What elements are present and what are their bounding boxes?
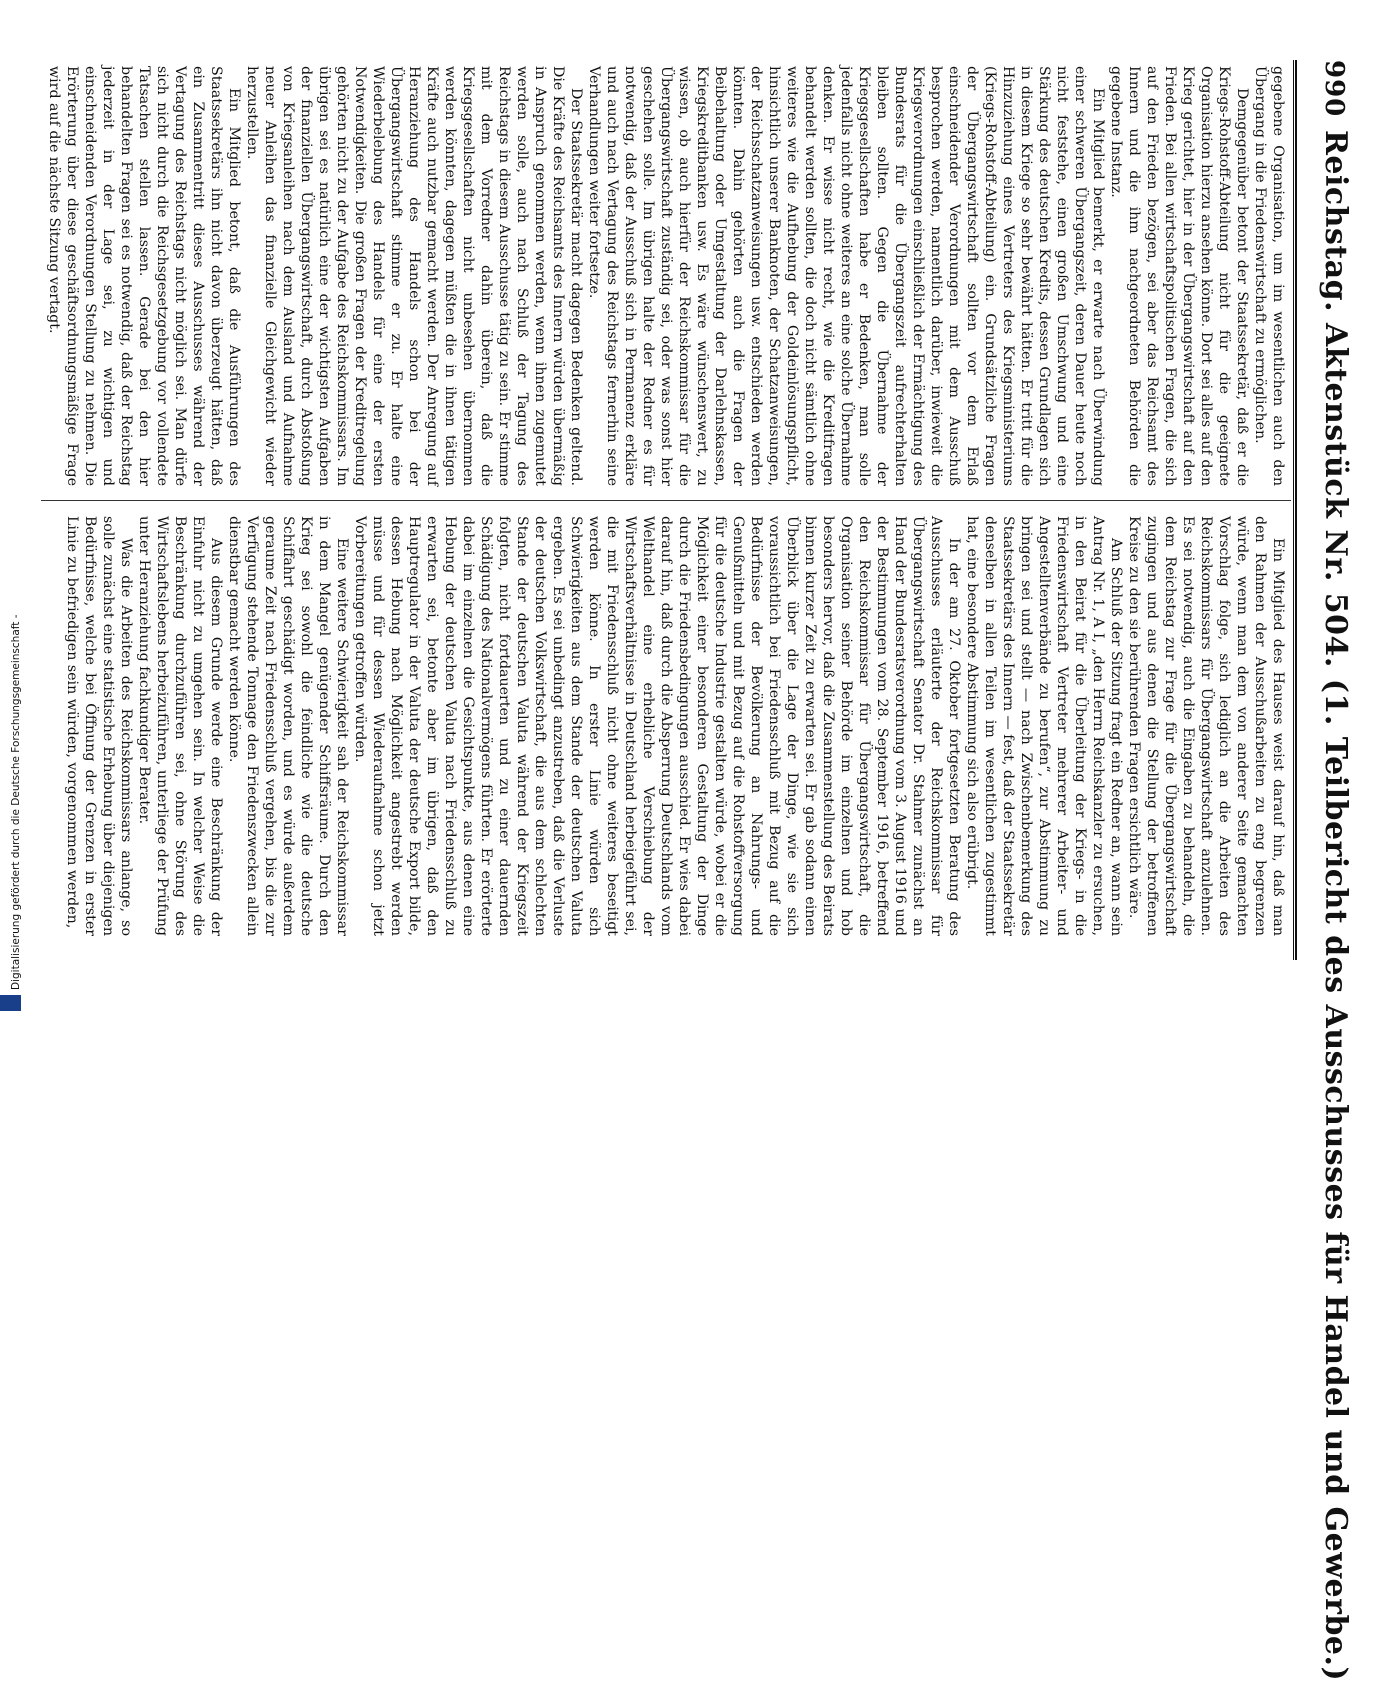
page-header xyxy=(1299,60,1355,1681)
page-number: 990 xyxy=(1319,60,1349,118)
paragraph: Der Staatssekretär macht dagegen Bedenken geltend. Die Kräfte des Reichsamts des Innern würden übermäßig in Anspruch genommen werden, wenn ihnen zugemutet werden solle, auch nach Schluß der Tagung des Reichstags in diesem Ausschusse tätig zu sein. Er stimme mit dem Vorredner dahin überein, daß die Kriegsgesellschaften nicht unbesehen übernommen werden könnten, dagegen müßten die in ihnen tätigen Kräfte auch nutzbar gemacht werden. Der Anregung auf Heranziehung des Handels schon bei der Übergangswirtschaft stimme er zu. Er halte eine Wiederbelebung des Handels für eine der ersten Notwendigkeiten. Die großen Fragen der Kreditregelung gehörten nicht zu der Aufgabe des Reichskommissars. Im übrigen sei es natürlich eine der wichtigsten Aufgaben der finanziellen Übergangswirtschaft, durch Abstoßung von Kriegsanleihen nach dem Ausland und Aufnahme neuer Anleihen das finanzielle Gleichgewicht wieder herzustellen. xyxy=(244,66,584,486)
paragraph: Aus diesem Grunde werde eine Beschränkung der Einfuhr nicht zu umgehen sein. In welcher Weise die Beschränkung durchzuführen sei, ohne Störung des Wirtschaftslebens herbeizuführen, unterliege der Prüfung unter Heranziehung fachkundiger Berater. xyxy=(136,516,224,936)
dfg-logo xyxy=(0,995,21,1011)
paragraph: Ein Mitglied betont, daß die Ausführungen des Staatssekretärs ihn nicht davon überzeugt hätten, daß ein Zusammentritt dieses Ausschusses während der Vertagung des Reichstags nicht möglich sei. Man dürfe sich nicht durch die Reichsgesetzgebung vor vollendete Tatsachen stellen lassen. Gerade bei den hier behandelten Fragen sei es notwendig, daß der Reichstag jederzeit in der Lage sei, zu wichtigen und einschneidenden Verordnungen Stellung zu nehmen. Die Erörterung über diese geschäftsordnungsmäßige Frage wird auf die nächste Sitzung vertagt. xyxy=(46,66,242,486)
paragraph: gegebene Organisation, um im wesentlichen auch den Übergang in die Friedenswirtschaft zu ermöglichen. xyxy=(1252,66,1286,486)
page-title: Reichstag. Aktenstück Nr. 504. (1. Teilbericht des Ausschusses für Handel und Gewerbe.) xyxy=(1318,130,1353,1681)
paragraph: In der am 27. Oktober fortgesetzten Beratung des Ausschusses erläuterte der Reichskommissar für Übergangswirtschaft Senator Dr. Stahmer zunächst an Hand der Bundesratsverordnung vom 3. August 1916 und der Bestimmungen vom 28. September 1916, betreffend den Reichskommissar für Übergangswirtschaft, die Organisation seiner Behörde im einzelnen und hob besonders hervor, daß die Zusammenstellung des Beirats binnen kurzer Zeit zu erwarten sei. Er gab sodann einen Überblick über die Lage der Dinge, wie sie sich voraussichtlich bei Friedensschluß mit Bezug auf die Bedürfnisse der Bevölkerung an Nahrungs- und Genußmitteln und mit Bezug auf die Rohstoffversorgung für die deutsche Industrie gestalten würde, wobei er die Möglichkeit einer besonderen Gestaltung der Dinge durch die Friedensbedingungen ausschied. Er wies dabei darauf hin, daß durch die Absperrung Deutschlands vom Welthandel eine erhebliche Verschiebung der Wirtschaftsverhältnisse in Deutschland herbeigeführt sei, die mit Friedensschluß nicht ohne weiteres beseitigt werden könne. In erster Linie würden sich Schwierigkeiten aus dem Stande der deutschen Valuta ergeben. Es sei unbedingt anzustreben, daß die Verluste der deutschen Volkswirtschaft, die aus dem schlechten Stande der deutschen Valuta während der Kriegszeit folgten, nicht fortdauerten und zu einer dauernden Schädigung des Nationalvermögens führten. Er erörterte dabei im einzelnen die Gesichtspunkte, aus denen eine Hebung der deutschen Valuta nach Friedensschluß zu erwarten sei, betonte aber im übrigen, daß den Hauptregulator in der Valuta der deutsche Export bilde, dessen Hebung nach Möglichkeit angestrebt werden müsse und für dessen Wiederaufnahme schon jetzt Vorbereitungen getroffen würden. xyxy=(352,516,962,936)
column-divider xyxy=(41,500,1291,501)
paragraph: Ein Mitglied bemerkt, er erwarte nach Überwindung einer schweren Übergangszeit, deren Dauer heute noch nicht feststehe, einen großen Umschwung und eine Stärkung des deutschen Kredits, dessen Grundlagen sich in diesem Kriege so sehr bewährt hätten. Er tritt für die Hinzuziehung eines Vertreters des Kriegsministeriums (Kriegs-Rohstoff-Abteilung) ein. Grundsätzliche Fragen der Übergangswirtschaft sollten vor dem Erlaß einschneidender Verordnungen mit dem Ausschuß besprochen werden, namentlich darüber, inwieweit die Kriegsverordnungen einschließlich der Ermächtigung des Bundesrats für die Übergangszeit aufrechterhalten bleiben sollten. Gegen die Übernahme der Kriegsgesellschaften habe er Bedenken, man solle jedenfalls nicht ohne weiteres an eine solche Übernahme denken. Er wisse nicht recht, wie die Kreditfragen behandelt werden sollten, die doch nicht sämtlich ohne weiteres wie die Aufhebung der Goldeinlösungspflicht, hinsichtlich unserer Banknoten, der Schatzanweisungen, der Reichsschatzanweisungen usw. entschieden werden könnten. Dahin gehörten auch die Fragen der Beibehaltung oder Umgestaltung der Darlehnskassen, Kriegskreditbanken usw. Es wäre wünschenswert, zu wissen, ob auch hierfür der Reichskommissar für die Übergangswirtschaft zuständig sei, oder was sonst hier geschehen solle. Im übrigen halte der Redner es für notwendig, daß der Ausschuß sich in Permanenz erkläre und auch nach Vertagung des Reichstags fernerhin seine Verhandlungen weiter fortsetze. xyxy=(586,66,1106,486)
right-column xyxy=(63,516,1287,936)
paragraph: Ein Mitglied des Hauses weist darauf hin, daß man den Rahmen der Ausschußarbeiten zu eng begrenzen würde, wenn man dem von anderer Seite gemachten Vorschlag folge, sich lediglich an die Arbeiten des Reichskommissars für Übergangswirtschaft anzulehnen. Es sei notwendig, auch die Eingaben zu behandeln, die dem Reichstag zur Frage für die Übergangswirtschaft zugingen und aus denen die Stellung der betroffenen Kreise zu den sie berührenden Fragen ersichtlich wäre. xyxy=(1126,516,1286,936)
header-rule-thin xyxy=(1293,60,1294,960)
paragraph: Am Schluß der Sitzung fragt ein Redner an, wann sein Antrag Nr. 1, A I, „den Herrn Reichskanzler zu ersuchen, in den Beirat für die Überleitung der Kriegs- in die Friedenswirtschaft Vertreter mehrerer Arbeiter- und Angestelltenverbände zu berufen“, zur Abstimmung zu bringen sei und stellt — nach Zwischenbemerkung des Staatssekretärs des Innern — fest, daß der Staatssekretär denselben in allen Teilen im wesentlichen zugestimmt hat, eine besondere Abstimmung sich also erübrigt. xyxy=(964,516,1124,936)
digitization-credit: Digitalisierung gefördert durch die Deutsche Forschungsgemeinschaft - xyxy=(10,614,22,990)
left-column xyxy=(45,66,1287,486)
paragraph: Eine weitere Schwierigkeit sah der Reichskommissar in dem Mangel genügender Schiffsräume. Durch den Krieg sei sowohl die feindliche wie die deutsche Schiffahrt geschädigt worden, und es würde außerdem geraume Zeit nach Friedensschluß vergehen, bis die zur Verfügung stehende Tonnage den Friedenszwecken allein dienstbar gemacht werden könne. xyxy=(226,516,350,936)
paragraph: Demgegenüber betont der Staatssekretär, daß er die Kriegs-Rohstoff-Abteilung nicht für die geeignete Organisation hierzu ansehen könne. Dort sei alles auf den Krieg gerichtet, hier in der Übergangswirtschaft auf den Frieden. Bei allen wirtschaftspolitischen Fragen, die sich auf den Frieden bezögen, sei aber das Reichsamt des Innern und die ihm nachgeordneten Behörden die gegebene Instanz. xyxy=(1108,66,1250,486)
header-rule xyxy=(1295,60,1297,960)
paragraph: Was die Arbeiten des Reichskommissars anlange, so solle zunächst eine statistische Erhebung über diejenigen Bedürfnisse, welche bei Öffnung der Grenzen in erster Linie zu befriedigen sein würden, vorgenommen werden, xyxy=(64,516,134,936)
